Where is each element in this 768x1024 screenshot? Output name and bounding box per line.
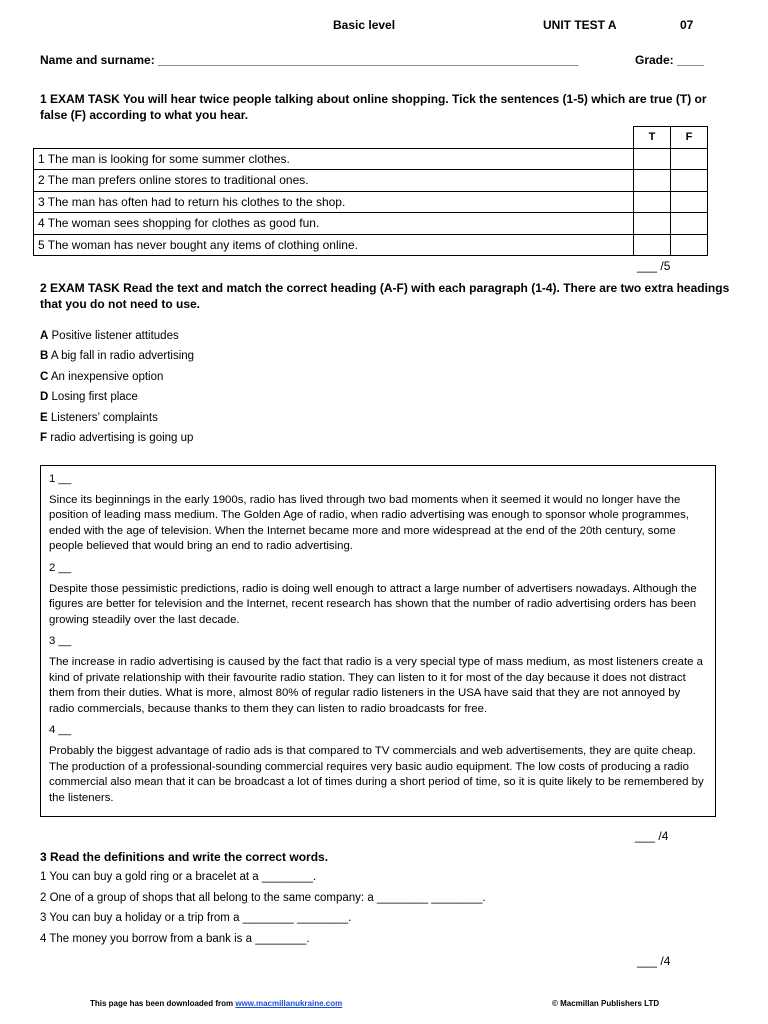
heading-option-f: F radio advertising is going up: [40, 432, 194, 445]
true-false-table: [33, 126, 708, 256]
paragraph-4-answer[interactable]: 4 __: [49, 724, 72, 737]
macmillan-link[interactable]: www.macmillanukraine.com: [235, 999, 343, 1008]
definition-4[interactable]: 4 The money you borrow from a bank is a ________.: [40, 932, 310, 945]
copyright-text: © Macmillan Publishers LTD: [552, 999, 660, 1008]
task3-score[interactable]: ___ /4: [637, 954, 671, 968]
definition-3[interactable]: 3 You can buy a holiday or a trip from a ________ ________.: [40, 912, 352, 924]
headings-list: [40, 326, 194, 448]
definitions-list: [40, 867, 486, 949]
heading-option-d: D Losing first place: [40, 391, 138, 404]
table-row: [34, 191, 708, 213]
column-f-header: F: [671, 127, 708, 149]
table-row: [34, 213, 708, 235]
task2-title: 2 EXAM TASK Read the text and match the correct heading (A-F) with each paragraph (1-4). There are two extra headings that you do not need to use.: [40, 281, 730, 311]
table-header-row: [34, 127, 708, 149]
footer-download-note: [90, 999, 342, 1008]
task1-score[interactable]: ___ /5: [637, 259, 671, 273]
heading-option-b: B A big fall in radio advertising: [40, 350, 195, 363]
level-label: Basic level: [333, 18, 396, 32]
name-surname-field[interactable]: Name and surname: _______________________________________________________________: [40, 53, 579, 67]
tick-box-f-1[interactable]: [671, 148, 708, 170]
paragraph-3-text: The increase in radio advertising is caused by the fact that radio is a very special type of mass medium, as most listeners create a kind of private relationship with their favourite radio station. They can listen to it for most of the day because it does not distract them from their duties. What is more, almost 80% of regular radio listeners in the USA have said that they are not annoyed by radio commercials, because thanks to them they can listen to radio broadcasts for free.: [49, 655, 703, 715]
paragraph-4-text: Probably the biggest advantage of radio ads is that compared to TV commercials and web advertisements, they are quite cheap. The production of a professional-sounding commercial requires very basic audio equipment. The low costs of producing a radio commercial also mean that it can be broadcast a lot of times during a short period of time, so it is quite likely to be remembered by the listeners.: [49, 744, 704, 804]
statement-1: 1 The man is looking for some summer clothes.: [34, 148, 634, 170]
table-row: [34, 170, 708, 192]
table-row: [34, 148, 708, 170]
definition-1[interactable]: 1 You can buy a gold ring or a bracelet at a ________.: [40, 871, 317, 883]
definition-2[interactable]: 2 One of a group of shops that all belong to the same company: a ________ ________.: [40, 891, 486, 904]
paragraph-2-text: Despite those pessimistic predictions, radio is doing well enough to attract a large number of advertisers nowadays. Although the figures are better for television and the Internet, recent research has shown that the number of radio advertising orders has been growing steadily over the last decade.: [49, 582, 697, 626]
task2-score[interactable]: ___ /4: [635, 829, 669, 843]
paragraph-1-answer[interactable]: 1 __: [49, 473, 72, 485]
task3-title: 3 Read the definitions and write the correct words.: [40, 850, 329, 864]
statement-5: 5 The woman has never bought any items of clothing online.: [34, 234, 634, 256]
download-text: This page has been downloaded from: [90, 999, 236, 1008]
paragraph-1-text: Since its beginnings in the early 1900s, radio has lived through two bad moments when it seemed it would no longer have the position of leading mass medium. The Golden Age of radio, when radio advertising was enough to sponsor whole programmes, ended with the age of television. When the Internet became more and more widespread at the end of the 20th century, some people believed that would bring an end to radio advertising.: [49, 493, 689, 553]
tick-box-f-3[interactable]: [671, 191, 708, 213]
paragraph-2-answer[interactable]: 2 __: [49, 561, 72, 574]
tick-box-t-2[interactable]: [634, 170, 671, 192]
tick-box-t-1[interactable]: [634, 148, 671, 170]
column-t-header: T: [634, 127, 671, 149]
unit-number: 07: [680, 18, 694, 32]
tick-box-f-2[interactable]: [671, 170, 708, 192]
tick-box-t-3[interactable]: [634, 191, 671, 213]
statement-3: 3 The man has often had to return his clothes to the shop.: [34, 191, 634, 213]
statement-2: 2 The man prefers online stores to traditional ones.: [34, 170, 634, 192]
paragraph-3-answer[interactable]: 3 __: [49, 635, 72, 648]
statement-4: 4 The woman sees shopping for clothes as good fun.: [34, 213, 634, 235]
tick-box-f-5[interactable]: [671, 234, 708, 256]
tick-box-t-4[interactable]: [634, 213, 671, 235]
table-row: [34, 234, 708, 256]
heading-option-e: E Listeners’ complaints: [40, 411, 158, 424]
heading-option-a: A Positive listener attitudes: [40, 330, 179, 342]
tick-box-t-5[interactable]: [634, 234, 671, 256]
tick-box-f-4[interactable]: [671, 213, 708, 235]
reading-text-box: [40, 465, 716, 817]
task1-title: 1 EXAM TASK You will hear twice people talking about online shopping. Tick the sentences (1-5) which are true (T) or false (F) according to what you hear.: [40, 92, 707, 122]
unit-label: UNIT TEST A: [543, 18, 617, 32]
grade-field[interactable]: Grade: ____: [635, 53, 704, 67]
heading-option-c: C An inexpensive option: [40, 370, 164, 383]
